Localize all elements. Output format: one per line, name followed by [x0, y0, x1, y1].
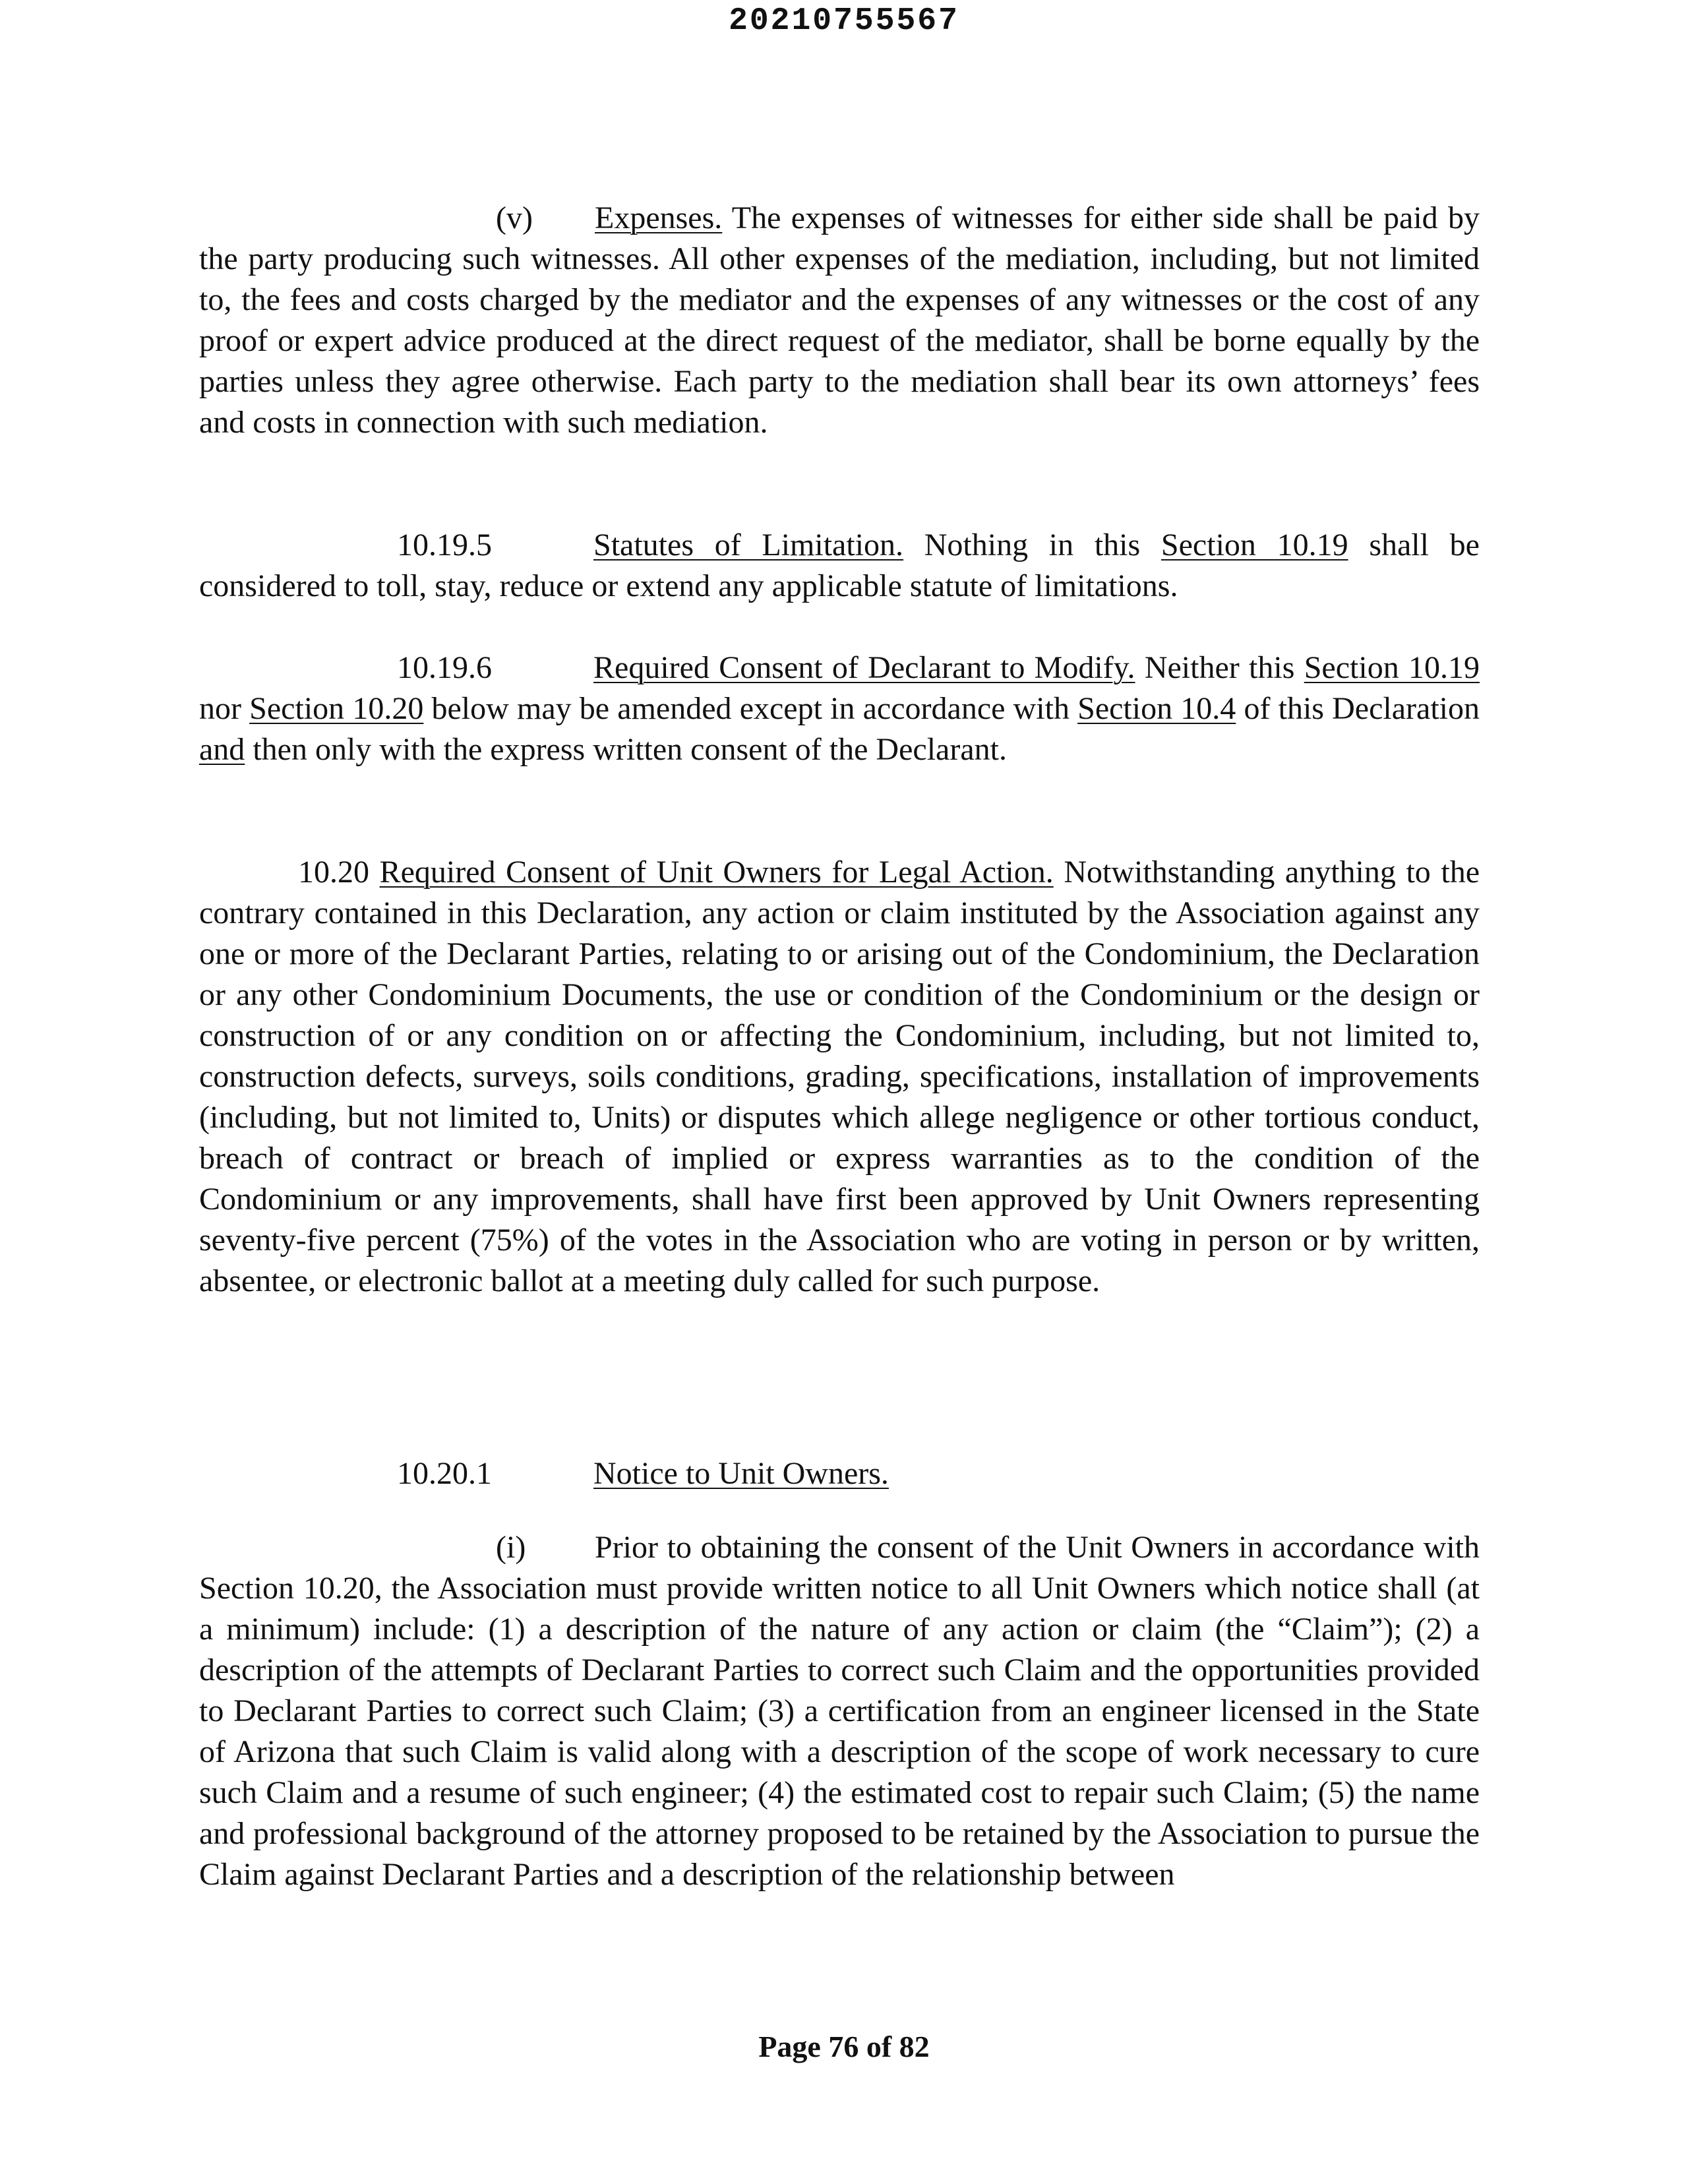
section-number: 10.20.1 [397, 1456, 492, 1491]
page-number: Page 76 of 82 [758, 2030, 930, 2063]
paragraph-text: The expenses of witnesses for either side shall be paid by the party producing such witnesses. All other expenses of the mediation, including, but not limited to, the fees and costs charged by the mediator and the expenses of any witnesses or the cost of any proof or expert advice produced at the direct request of the mediator, shall be borne equally by the parties unless they agree otherwise. Each party to the mediation shall bear its own attorneys’ fees and costs in connection with such mediation. [199, 200, 1480, 440]
paragraph-heading: Expenses. [595, 200, 723, 235]
section-reference: Section 10.4 [1077, 691, 1236, 726]
paragraph-required-consent-owners [199, 852, 1480, 1302]
section-reference: Section 10.19 [1304, 650, 1480, 685]
paragraph-text: shall be considered to toll, stay, reduce or extend any applicable statute of limitations. [199, 528, 1480, 603]
paragraph-notice-to-unit-owners [199, 1453, 1480, 1494]
paragraph-notice-item-i [199, 1527, 1480, 1895]
paragraph-heading: Required Consent of Unit Owners for Legal Action. [379, 855, 1054, 890]
paragraph-text: below may be amended except in accordance with [423, 691, 1078, 726]
section-reference: Section 10.20 [249, 691, 424, 726]
document-number: 20210755567 [729, 3, 959, 39]
paragraph-text: then only with the express written consent of the Declarant. [245, 732, 1007, 767]
section-number: 10.20 [298, 855, 369, 890]
paragraph-text: Nothing in this [903, 528, 1161, 562]
emphasis-text: and [199, 732, 245, 767]
paragraph-heading: Required Consent of Declarant to Modify. [593, 650, 1135, 685]
paragraph-text: Prior to obtaining the consent of the Unit Owners in accordance with Section 10.20, the Association must provide written notice to all Unit Owners which notice shall (at a minimum) include: (1) a description of the nature of any action or claim (the “Claim”); (2) a description of the attempts of Declarant Parties to correct such Claim and the opportunities provided to Declarant Parties to correct such Claim; (3) a certification from an engineer licensed in the State of Arizona that such Claim is valid along with a description of the scope of work necessary to cure such Claim and a resume of such engineer; (4) the estimated cost to repair such Claim; (5) the name and professional background of the attorney proposed to be retained by the Association to pursue the Claim against Declarant Parties and a description of the relationship between [199, 1530, 1480, 1892]
paragraph-statutes-of-limitation [199, 525, 1480, 607]
paragraph-heading: Notice to Unit Owners. [593, 1456, 889, 1491]
paragraph-text: nor [199, 691, 250, 726]
item-label: (i) [496, 1530, 526, 1565]
paragraph-text: Notwithstanding anything to the contrary contained in this Declaration, any action or claim instituted by the Association against any one or more of the Declarant Parties, relating to or arising out of the Condominium, the Declaration or any other Condominium Documents, the use or condition of the Condominium or the design or construction of or any condition on or affecting the Condominium, including, but not limited to, construction defects, surveys, soils conditions, grading, specifications, installation of improvements (including, but not limited to, Units) or disputes which allege negligence or other tortious conduct, breach of contract or breach of implied or express warranties as to the condition of the Condominium or any improvements, shall have first been approved by Unit Owners representing seventy-five percent (75%) of the votes in the Association who are voting in person or by written, absentee, or electronic ballot at a meeting duly called for such purpose. [199, 855, 1480, 1298]
section-number: 10.19.5 [397, 528, 492, 562]
item-label: (v) [496, 200, 533, 235]
section-number: 10.19.6 [397, 650, 492, 685]
paragraph-expenses [199, 198, 1480, 443]
paragraph-text: Neither this [1135, 650, 1304, 685]
paragraph-heading: Statutes of Limitation. [593, 528, 904, 562]
section-reference: Section 10.19 [1160, 528, 1348, 562]
paragraph-text: of this Declaration [1236, 691, 1480, 726]
paragraph-required-consent-declarant [199, 648, 1480, 770]
